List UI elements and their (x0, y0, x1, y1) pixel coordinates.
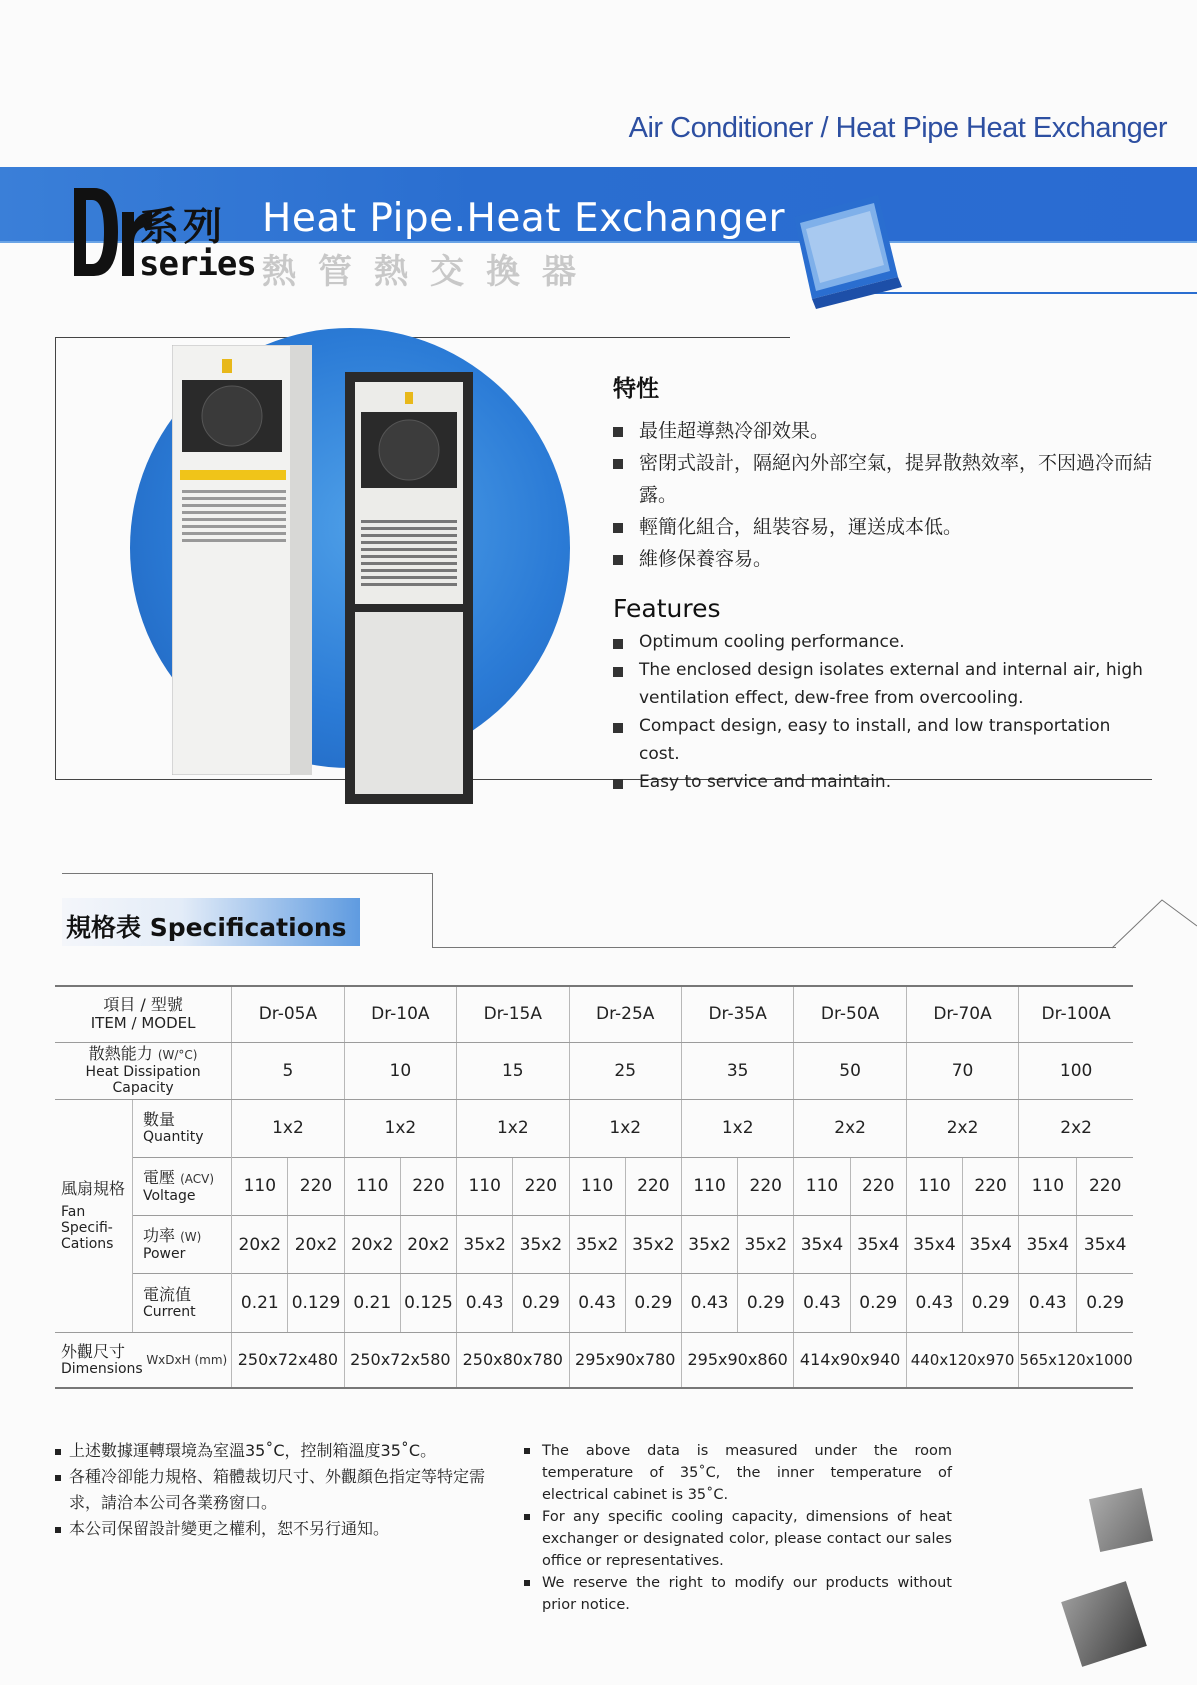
dimensions-unit: WxDxH (mm) (146, 1352, 228, 1367)
dimensions-value: 565x120x1000 (1019, 1332, 1133, 1388)
voltage-value: 220 (625, 1157, 681, 1215)
quantity-value: 1x2 (232, 1099, 344, 1157)
dimensions-value: 440x120x970 (906, 1332, 1018, 1388)
capacity-label-en-2: Capacity (112, 1080, 174, 1096)
capacity-value: 100 (1019, 1042, 1133, 1099)
voltage-value: 220 (513, 1157, 569, 1215)
current-value: 0.29 (1077, 1274, 1133, 1332)
features-en-item: The enclosed design isolates external and internal air, high ventilation effect, dew-free from overcooling. (613, 656, 1153, 712)
power-value: 20x2 (288, 1216, 344, 1274)
power-value: 35x2 (625, 1216, 681, 1274)
current-value: 0.43 (457, 1274, 513, 1332)
power-value: 35x2 (681, 1216, 737, 1274)
dimensions-value: 295x90x780 (569, 1332, 681, 1388)
current-value: 0.29 (513, 1274, 569, 1332)
quantity-value: 1x2 (681, 1099, 793, 1157)
quantity-label-en: Quantity (143, 1129, 204, 1145)
model-cell: Dr-35A (681, 986, 793, 1042)
current-label-en: Current (143, 1303, 196, 1320)
voltage-value: 220 (738, 1157, 794, 1215)
power-value: 35x4 (906, 1216, 962, 1274)
current-value: 0.29 (850, 1274, 906, 1332)
table-row-quantity (55, 1099, 1133, 1157)
current-value: 0.29 (738, 1274, 794, 1332)
series-label-cn: 系列 (140, 205, 227, 250)
current-value: 0.43 (906, 1274, 962, 1332)
capacity-value: 25 (569, 1042, 681, 1099)
power-unit: (W) (180, 1229, 202, 1244)
power-label-cn: 功率 (143, 1225, 176, 1245)
table-row-capacity (55, 1042, 1133, 1099)
table-row-model (55, 986, 1133, 1042)
note-cn-item: 本公司保留設計變更之權利，恕不另行通知。 (55, 1516, 495, 1542)
notes-en-list (524, 1440, 952, 1616)
features-en-item: Optimum cooling performance. (613, 628, 1153, 656)
note-en-item: For any specific cooling capacity, dimensions of heat exchanger or designated color, please contact our sales office or representatives. (524, 1506, 952, 1572)
model-cell: Dr-25A (569, 986, 681, 1042)
current-value: 0.125 (400, 1274, 456, 1332)
features-cn-item: 輕簡化組合，組裝容易，運送成本低。 (613, 511, 1153, 543)
voltage-value: 220 (1077, 1157, 1133, 1215)
voltage-value: 110 (344, 1157, 400, 1215)
voltage-value: 220 (288, 1157, 344, 1215)
model-cell: Dr-50A (794, 986, 906, 1042)
voltage-value: 110 (1019, 1157, 1077, 1215)
current-value: 0.21 (232, 1274, 288, 1332)
power-value: 35x4 (1077, 1216, 1133, 1274)
capacity-label-en-1: Heat Dissipation (85, 1064, 201, 1080)
current-value: 0.129 (288, 1274, 344, 1332)
power-value: 35x2 (513, 1216, 569, 1274)
voltage-value: 220 (400, 1157, 456, 1215)
fan-label-cn: 風扇規格 (61, 1178, 126, 1198)
quantity-value: 2x2 (1019, 1099, 1133, 1157)
model-cell: Dr-100A (1019, 986, 1133, 1042)
voltage-value: 110 (681, 1157, 737, 1215)
decorative-cube-graphic (790, 195, 920, 315)
fan-label-en-1: Fan (61, 1203, 86, 1220)
power-value: 20x2 (344, 1216, 400, 1274)
model-cell: Dr-70A (906, 986, 1018, 1042)
model-cell: Dr-05A (232, 986, 344, 1042)
spec-rule (62, 873, 432, 874)
power-value: 35x4 (850, 1216, 906, 1274)
current-value: 0.43 (569, 1274, 625, 1332)
voltage-value: 110 (232, 1157, 288, 1215)
voltage-value: 110 (457, 1157, 513, 1215)
fan-label-cell (55, 1099, 232, 1332)
voltage-unit: (ACV) (180, 1171, 215, 1186)
quantity-value: 1x2 (344, 1099, 456, 1157)
quantity-value: 2x2 (906, 1099, 1018, 1157)
features-en-item: Compact design, easy to install, and low transportation cost. (613, 712, 1153, 768)
dimensions-label-en: Dimensions (61, 1360, 143, 1377)
features-en-title: Features (613, 594, 721, 623)
features-cn-item: 密閉式設計，隔絕內外部空氣，提昇散熱效率，不因過冷而結露。 (613, 447, 1153, 511)
note-en-item: We reserve the right to modify our products without prior notice. (524, 1572, 952, 1616)
product-title-en: Heat Pipe.Heat Exchanger (262, 196, 786, 241)
specifications-table (55, 985, 1133, 1389)
features-cn-list (613, 415, 1153, 575)
capacity-label-cn: 散熱能力 (88, 1044, 153, 1063)
power-value: 20x2 (232, 1216, 288, 1274)
note-cn-item: 各種冷卻能力規格、箱體裁切尺寸、外觀顏色指定等特定需求，請洽本公司各業務窗口。 (55, 1464, 495, 1516)
capacity-value: 70 (906, 1042, 1018, 1099)
capacity-label-cell (55, 1042, 232, 1099)
current-value: 0.43 (1019, 1274, 1077, 1332)
power-value: 35x4 (794, 1216, 850, 1274)
voltage-value: 110 (569, 1157, 625, 1215)
capacity-unit: (W/°C) (157, 1048, 198, 1062)
quantity-value: 2x2 (794, 1099, 906, 1157)
decorative-gray-square (1061, 1581, 1147, 1667)
current-value: 0.43 (794, 1274, 850, 1332)
current-value: 0.21 (344, 1274, 400, 1332)
features-cn-item: 維修保養容易。 (613, 543, 1153, 575)
quantity-value: 1x2 (569, 1099, 681, 1157)
header-item-cell (55, 986, 232, 1042)
heat-exchanger-unit-framed (345, 372, 473, 804)
spec-title: 規格表 Specifications (66, 913, 347, 942)
power-value: 35x2 (569, 1216, 625, 1274)
voltage-label-en: Voltage (143, 1187, 196, 1204)
capacity-value: 5 (232, 1042, 344, 1099)
series-label-en: series (139, 244, 256, 284)
dimensions-value: 250x80x780 (457, 1332, 569, 1388)
power-value: 35x2 (457, 1216, 513, 1274)
page-header-title: Air Conditioner / Heat Pipe Heat Exchanger (628, 112, 1167, 144)
decorative-gray-square (1089, 1488, 1153, 1552)
heat-exchanger-unit-white (172, 345, 312, 775)
power-value: 35x2 (738, 1216, 794, 1274)
fan-label-en-3: Cations (61, 1235, 114, 1252)
fan-label-en-2: Specifi- (61, 1219, 113, 1236)
current-value: 0.29 (625, 1274, 681, 1332)
voltage-value: 110 (794, 1157, 850, 1215)
power-label-en: Power (143, 1245, 186, 1262)
dimensions-label-cn: 外觀尺寸 (61, 1341, 126, 1361)
dimensions-value: 250x72x480 (232, 1332, 344, 1388)
power-value: 35x4 (1019, 1216, 1077, 1274)
power-value: 20x2 (400, 1216, 456, 1274)
capacity-value: 15 (457, 1042, 569, 1099)
header-item-en: ITEM / MODEL (90, 1014, 196, 1033)
current-label-cn: 電流值 (143, 1284, 192, 1304)
capacity-value: 35 (681, 1042, 793, 1099)
capacity-value: 10 (344, 1042, 456, 1099)
spec-rule (432, 873, 433, 948)
model-cell: Dr-10A (344, 986, 456, 1042)
features-en-list (613, 628, 1153, 796)
voltage-label-cn: 電壓 (143, 1167, 176, 1187)
quantity-value: 1x2 (457, 1099, 569, 1157)
dimensions-value: 414x90x940 (794, 1332, 906, 1388)
capacity-value: 50 (794, 1042, 906, 1099)
header-item-cn: 項目 / 型號 (103, 995, 183, 1015)
voltage-value: 220 (850, 1157, 906, 1215)
spec-diagonal-line (1112, 896, 1197, 951)
features-cn-title: 特性 (613, 376, 659, 402)
power-value: 35x4 (963, 1216, 1019, 1274)
voltage-value: 110 (906, 1157, 962, 1215)
features-cn-item: 最佳超導熱冷卻效果。 (613, 415, 1153, 447)
notes-cn-list (55, 1438, 495, 1542)
note-en-item: The above data is measured under the room temperature of 35˚C, the inner temperature of electrical cabinet is 35˚C. (524, 1440, 952, 1506)
features-en-item: Easy to service and maintain. (613, 768, 1153, 796)
voltage-value: 220 (963, 1157, 1019, 1215)
current-value: 0.29 (963, 1274, 1019, 1332)
table-row-dimensions (55, 1332, 1133, 1388)
product-title-cn: 熱管熱交換器 (262, 252, 598, 292)
spec-rule (432, 947, 1116, 948)
dimensions-label-cell (55, 1332, 232, 1388)
dimensions-value: 295x90x860 (681, 1332, 793, 1388)
dimensions-value: 250x72x580 (344, 1332, 456, 1388)
current-value: 0.43 (681, 1274, 737, 1332)
note-cn-item: 上述數據運轉環境為室溫35˚C，控制箱溫度35˚C。 (55, 1438, 495, 1464)
model-cell: Dr-15A (457, 986, 569, 1042)
quantity-label-cn: 數量 (143, 1110, 176, 1129)
